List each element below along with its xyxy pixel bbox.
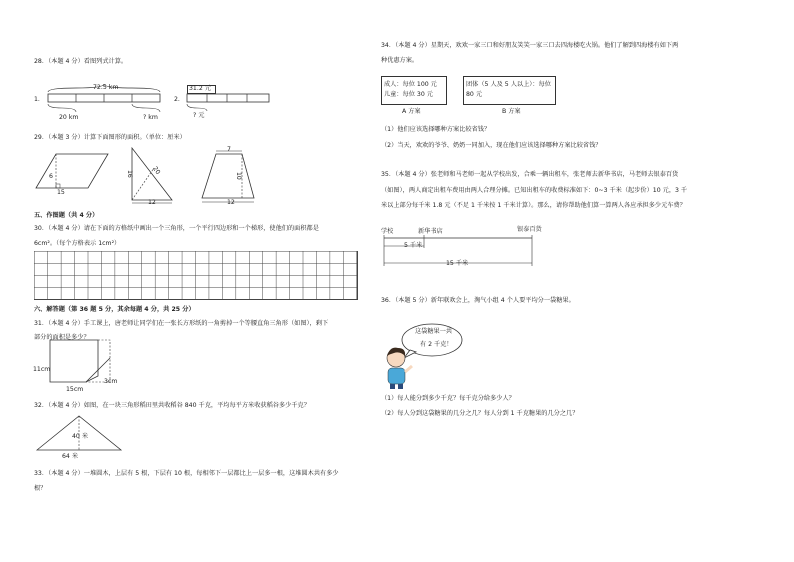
- section-5-heading: 五、作图题（共 4 分）: [34, 212, 99, 219]
- q28-unk2: ? 元: [193, 112, 205, 119]
- q34-plan-b-line2: 80 元: [466, 91, 483, 98]
- q34-line2: 种优惠方案。: [381, 57, 419, 64]
- q36-ask1: （1）每人能分到多少千克？每千克分给多少人？: [381, 395, 515, 402]
- q34-plan-a-line2: 儿童：每位 30 元: [384, 91, 433, 98]
- q28-total1: 72.5 km: [93, 84, 119, 91]
- q34-ask1: （1）他们应该选择哪种方案比较省钱？: [381, 126, 491, 133]
- q36-ask2: （2）每人分到这袋糖果的几分之几？每人分到 1 千克糖果的几分之几？: [381, 410, 579, 417]
- q31-line2: 部分的面积是多少？: [34, 334, 90, 341]
- q29-side-16: 16: [125, 169, 133, 178]
- q28-unk1: ? km: [143, 114, 158, 121]
- q31-label-3cm: 3cm: [104, 378, 118, 385]
- q35-distance-5: 5 千米: [404, 242, 423, 249]
- q28-title: 28．（本题 4 分）看图列式计算。: [34, 58, 128, 65]
- q28-num2: 2.: [174, 96, 180, 103]
- q35-label-mall: 银泰百货: [517, 226, 542, 233]
- q29-side-6: 6: [49, 173, 53, 180]
- q29-side-7: 7: [227, 146, 231, 153]
- q35-label-school: 学校: [381, 228, 394, 235]
- q29-side-12b: 12: [227, 199, 235, 206]
- q31-label-11cm: 11cm: [33, 366, 51, 373]
- q28-part1: 20 km: [59, 114, 79, 121]
- q33-line1: 33．（本题 4 分）一堆圆木，上层有 5 根，下层有 10 根，每相邻下一层都比上一层多一根，这堆圆木共有多少: [34, 470, 339, 477]
- q34-plan-b-line1: 团体（5 人及 5 人以上）：每位: [466, 81, 551, 88]
- q36-title: 36．（本题 5 分）新年联欢会上，淘气小组 4 个人要平均分一袋糖果。: [381, 297, 575, 304]
- q31-line1: 31．（本题 4 分）手工课上，唐老师让同学们在一张长方形纸的一角剪掉一个等腰直角三角形（如图），剩下: [34, 320, 329, 327]
- q34-plan-b-label: B 方案: [502, 108, 521, 115]
- q35-line2: （如图），两人商定出租车费用由两人合理分摊。已知出租车的收费标准如下：0~3 千米（起步价）10 元，3 千: [381, 187, 688, 194]
- q34-plan-a-label: A 方案: [402, 108, 421, 115]
- q29-parallelogram: [34, 148, 112, 196]
- q35-label-store: 新华书店: [418, 228, 443, 235]
- q31-label-15cm: 15cm: [66, 386, 84, 393]
- q32-base: 64 米: [62, 453, 79, 460]
- q35-distance-15: 15 千米: [446, 260, 469, 267]
- q30-line1: 30．（本题 4 分）请在下面的方格纸中画出一个三角形，一个平行四边形和一个梯形，使他们的面积都是: [34, 225, 319, 232]
- section-6-heading: 六、解答题（第 36 题 5 分，其余每题 4 分，共 25 分）: [34, 306, 195, 313]
- q34-plan-a-line1: 成人：每位 100 元: [384, 81, 437, 88]
- q36-speech-line1: 这袋糖果一共: [415, 328, 453, 335]
- q29-title: 29．（本题 3 分）计算下面图形的面积。（单位：厘米）: [34, 134, 186, 141]
- q29-side-12a: 12: [148, 199, 156, 206]
- q34-ask2: （2）当天，欢欢的爷爷、奶奶一同加入，现在他们应该选择哪种方案比较省钱？: [381, 142, 602, 149]
- q29-side-10: 10: [234, 171, 242, 180]
- q32-text: 32．（本题 4 分）如图，在一块三角形稻田里共收稻谷 840 千克，平均每平方米收获稻谷多少千克？: [34, 402, 310, 409]
- q30-line2: 6cm²。（每个方格表示 1cm²）: [34, 240, 121, 247]
- q35-line1: 35．（本题 4 分）张老师和马老师一起从学校出发，合乘一辆出租车，张老师去新华书店，马老师去银泰百货: [381, 171, 679, 178]
- q32-height: 40 米: [72, 433, 89, 440]
- q29-side-20: 20: [151, 165, 162, 176]
- q29-side-15: 15: [57, 189, 65, 196]
- q30-grid-paper: [34, 251, 358, 300]
- q35-line3: 米以上部分每千米 1.8 元（不足 1 千米按 1 千米计算）。那么，请你帮助他们算一算两人各应承担多少元车费？: [381, 202, 686, 209]
- q28-num1: 1.: [34, 96, 40, 103]
- q33-line2: 根？: [34, 485, 47, 492]
- q36-speech-line2: 有 2 千克！: [420, 341, 453, 348]
- q34-line1: 34．（本题 4 分）星期天，欢欢一家三口和好朋友笑笑一家三口去四海楼吃火锅。他们了解到四海楼有如下两: [381, 42, 679, 49]
- q28-top2: 31.2 元: [189, 85, 211, 92]
